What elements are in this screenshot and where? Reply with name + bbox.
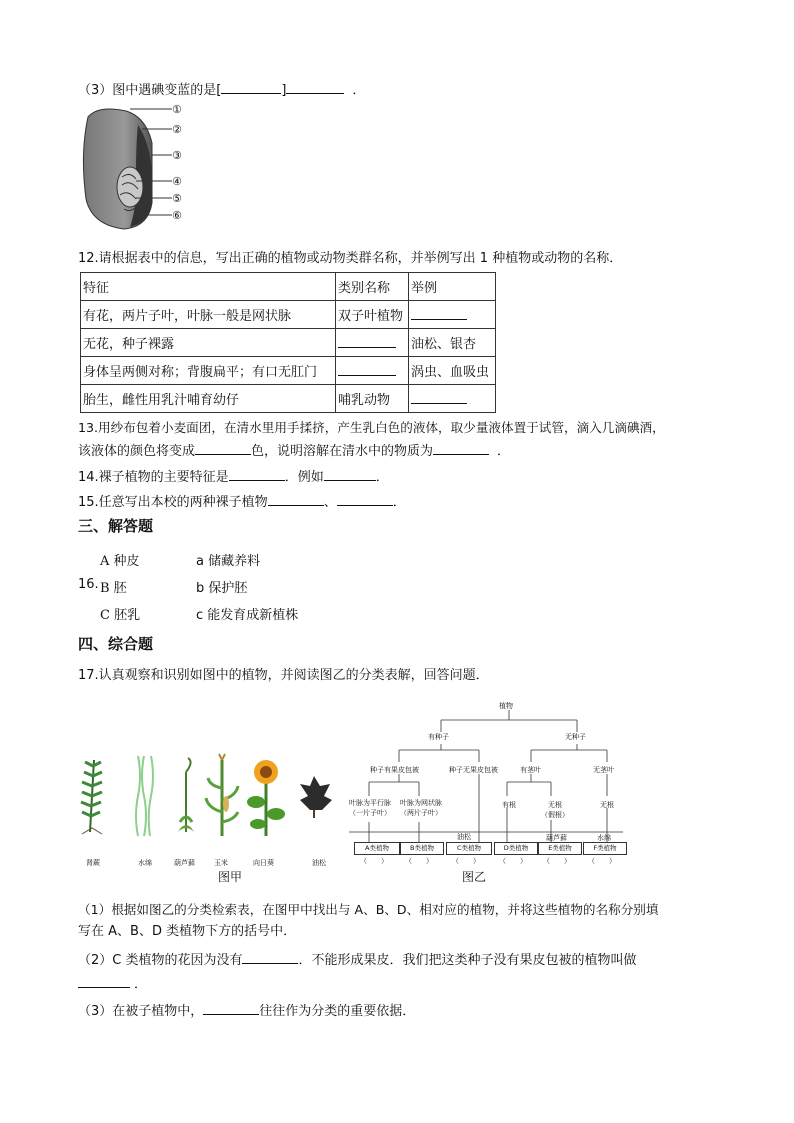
q11-3-line: [78, 80, 365, 100]
q13-text-c: ．: [497, 444, 511, 459]
fern-illustration: [81, 760, 102, 834]
q13-text-b: 色，说明溶解在清水中的物质为: [251, 444, 434, 459]
answer-blank[interactable]: [229, 467, 285, 481]
q11-3-bracket: ]: [281, 83, 287, 98]
q16-left-item: C 胚乳: [100, 608, 141, 623]
plant-label: 向日葵: [253, 859, 274, 867]
table-header: 举例: [409, 273, 496, 301]
spirogyra-illustration: [136, 756, 153, 836]
table-cell: 有花，两片子叶，叶脉一般是网状脉: [81, 301, 336, 329]
tree-node: 叶脉为网状脉 （两片子叶）: [400, 799, 442, 817]
q17-2-line1: [78, 950, 637, 970]
figure-a-caption: 图甲: [218, 870, 243, 884]
q12-text: 12.请根据表中的信息，写出正确的植物或动物类群名称，并举例写出 1 种植物或动物的名称．: [78, 251, 623, 266]
moss-illustration: [178, 758, 194, 832]
category-box-c: C类植物: [446, 842, 492, 855]
answer-blank[interactable]: [433, 441, 489, 455]
sunflower-illustration: [247, 760, 285, 836]
q17-2-line2: [78, 974, 147, 994]
q17-text: 17.认真观察和识别如图中的植物，并阅读图乙的分类表解，回答问题．: [78, 668, 489, 683]
tree-node: 无种子: [565, 733, 586, 741]
table-cell: 油松、银杏: [409, 329, 496, 357]
table-row: [81, 357, 496, 385]
q11-3-text: （3）图中遇碘变蓝的是[: [78, 83, 222, 98]
category-box-f: F类植物: [583, 842, 627, 855]
answer-blank[interactable]: [411, 306, 467, 320]
tree-node: 无根 （假根）: [541, 801, 569, 819]
q16-left-item: A 种皮: [100, 554, 140, 569]
answer-parentheses[interactable]: （ ）: [499, 857, 527, 865]
tree-node: 无茎叶: [593, 766, 614, 774]
seed-label-6: ⑥: [172, 209, 182, 222]
answer-blank[interactable]: [286, 80, 344, 94]
answer-blank[interactable]: [411, 390, 467, 404]
tree-node: 种子有果皮包被: [370, 766, 419, 774]
tree-above-label: 水绵: [597, 834, 611, 842]
q17-1-line1: （1）根据如图乙的分类检索表，在图甲中找出与 A、B、D、相对应的植物，并将这些植物的名称分别填: [78, 902, 659, 917]
q13-text-a: 该液体的颜色将变成: [78, 444, 196, 459]
q17-1-line2: 写在 A、B、D 类植物下方的括号中．: [78, 924, 297, 939]
seed-label-3: ③: [172, 149, 182, 162]
category-box-e: E类植物: [538, 842, 582, 855]
q15-text-a: 15.任意写出本校的两种裸子植物: [78, 495, 268, 510]
seed-label-5: ⑤: [172, 192, 182, 205]
answer-blank[interactable]: [78, 974, 130, 988]
category-box-b: B类植物: [400, 842, 444, 855]
category-box-a: A类植物: [354, 842, 400, 855]
seed-label-4: ④: [172, 175, 182, 188]
tree-node: 有根: [502, 801, 516, 809]
q17-2-text-c: ．: [134, 977, 148, 992]
answer-parentheses[interactable]: （ ）: [543, 857, 571, 865]
tree-root: 植物: [499, 702, 513, 710]
seed-label-1: ①: [172, 103, 182, 116]
q16-number: 16.: [78, 577, 99, 592]
plant-label: 肾蕨: [86, 859, 100, 867]
tree-node: 叶脉为平行脉 （一片子叶）: [349, 799, 391, 817]
section-title-3: 三、解答题: [78, 517, 154, 535]
q14-line: [78, 467, 389, 487]
tree-above-label: 油松: [457, 833, 471, 841]
q17-3-text-b: 往往作为分类的重要依据．: [259, 1004, 416, 1019]
answer-blank[interactable]: [221, 80, 281, 94]
answer-blank[interactable]: [337, 492, 393, 506]
tree-node: 有茎叶: [520, 766, 541, 774]
q15-text-b: 、: [323, 495, 337, 510]
table-cell: 哺乳动物: [336, 385, 409, 413]
q16-left-item: B 胚: [100, 581, 127, 596]
table-row: [81, 385, 496, 413]
q14-text-b: ．例如: [284, 470, 324, 485]
q14-text-c: ．: [375, 470, 389, 485]
q15-text-c: ．: [392, 495, 406, 510]
answer-blank[interactable]: [338, 334, 396, 348]
q14-text-a: 14.裸子植物的主要特征是: [78, 470, 229, 485]
figure-b-caption: 图乙: [462, 870, 487, 884]
tree-node: 无根: [600, 801, 614, 809]
table-cell: 无花，种子裸露: [81, 329, 336, 357]
answer-blank[interactable]: [324, 467, 376, 481]
table-cell[interactable]: [336, 357, 409, 385]
table-row: [81, 301, 496, 329]
answer-parentheses[interactable]: （ ）: [360, 857, 388, 865]
q16-right-item: a 储藏养料: [196, 554, 261, 569]
plant-label: 油松: [312, 859, 326, 867]
table-cell[interactable]: [409, 301, 496, 329]
answer-blank[interactable]: [195, 441, 251, 455]
q11-3-end: ．: [352, 83, 366, 98]
table-cell: 涡虫、血吸虫: [409, 357, 496, 385]
answer-parentheses[interactable]: （ ）: [452, 857, 480, 865]
plant-label: 水绵: [138, 859, 152, 867]
q16-right-item: c 能发育成新植株: [196, 608, 299, 623]
table-row: [81, 329, 496, 357]
q17-3-text-a: （3）在被子植物中，: [78, 1004, 204, 1019]
plant-label: 玉米: [214, 859, 228, 867]
table-cell: 身体呈两侧对称；背腹扁平；有口无肛门: [81, 357, 336, 385]
corn-illustration: [206, 754, 238, 836]
table-header-row: [81, 273, 496, 301]
q15-line: [78, 492, 406, 512]
category-box-d: D类植物: [494, 842, 538, 855]
plant-label: 葫芦藓: [174, 859, 195, 867]
q13-line1: 13.用纱布包着小麦面团，在清水里用手揉挤，产生乳白色的液体，取少量液体置于试管，滴入几滴碘酒，: [78, 420, 665, 435]
table-header: 类别名称: [336, 273, 409, 301]
plants-figure: [78, 752, 348, 852]
q17-2-text-b: ．不能形成果皮．我们把这类种子没有果皮包被的植物叫做: [298, 953, 637, 968]
answer-parentheses[interactable]: （ ）: [405, 857, 433, 865]
tree-above-label: 葫芦藓: [546, 834, 567, 842]
table-cell[interactable]: [336, 329, 409, 357]
classification-table: [80, 272, 496, 413]
q17-3-line: [78, 1001, 415, 1021]
answer-parentheses[interactable]: （ ）: [588, 857, 616, 865]
q13-line2: [78, 441, 510, 461]
table-cell[interactable]: [409, 385, 496, 413]
tree-node: 有种子: [428, 733, 449, 741]
seed-label-2: ②: [172, 123, 182, 136]
answer-blank[interactable]: [242, 950, 298, 964]
answer-blank[interactable]: [268, 492, 324, 506]
table-cell: 双子叶植物: [336, 301, 409, 329]
q16-right-item: b 保护胚: [196, 581, 248, 596]
answer-blank[interactable]: [338, 362, 396, 376]
table-cell: 胎生，雌性用乳汁哺育幼仔: [81, 385, 336, 413]
answer-blank[interactable]: [203, 1001, 259, 1015]
q17-2-text-a: （2）C 类植物的花因为没有: [78, 953, 243, 968]
table-header: 特征: [81, 273, 336, 301]
pine-illustration: [300, 776, 332, 818]
tree-node: 种子无果皮包被: [449, 766, 498, 774]
section-title-4: 四、综合题: [78, 635, 154, 653]
